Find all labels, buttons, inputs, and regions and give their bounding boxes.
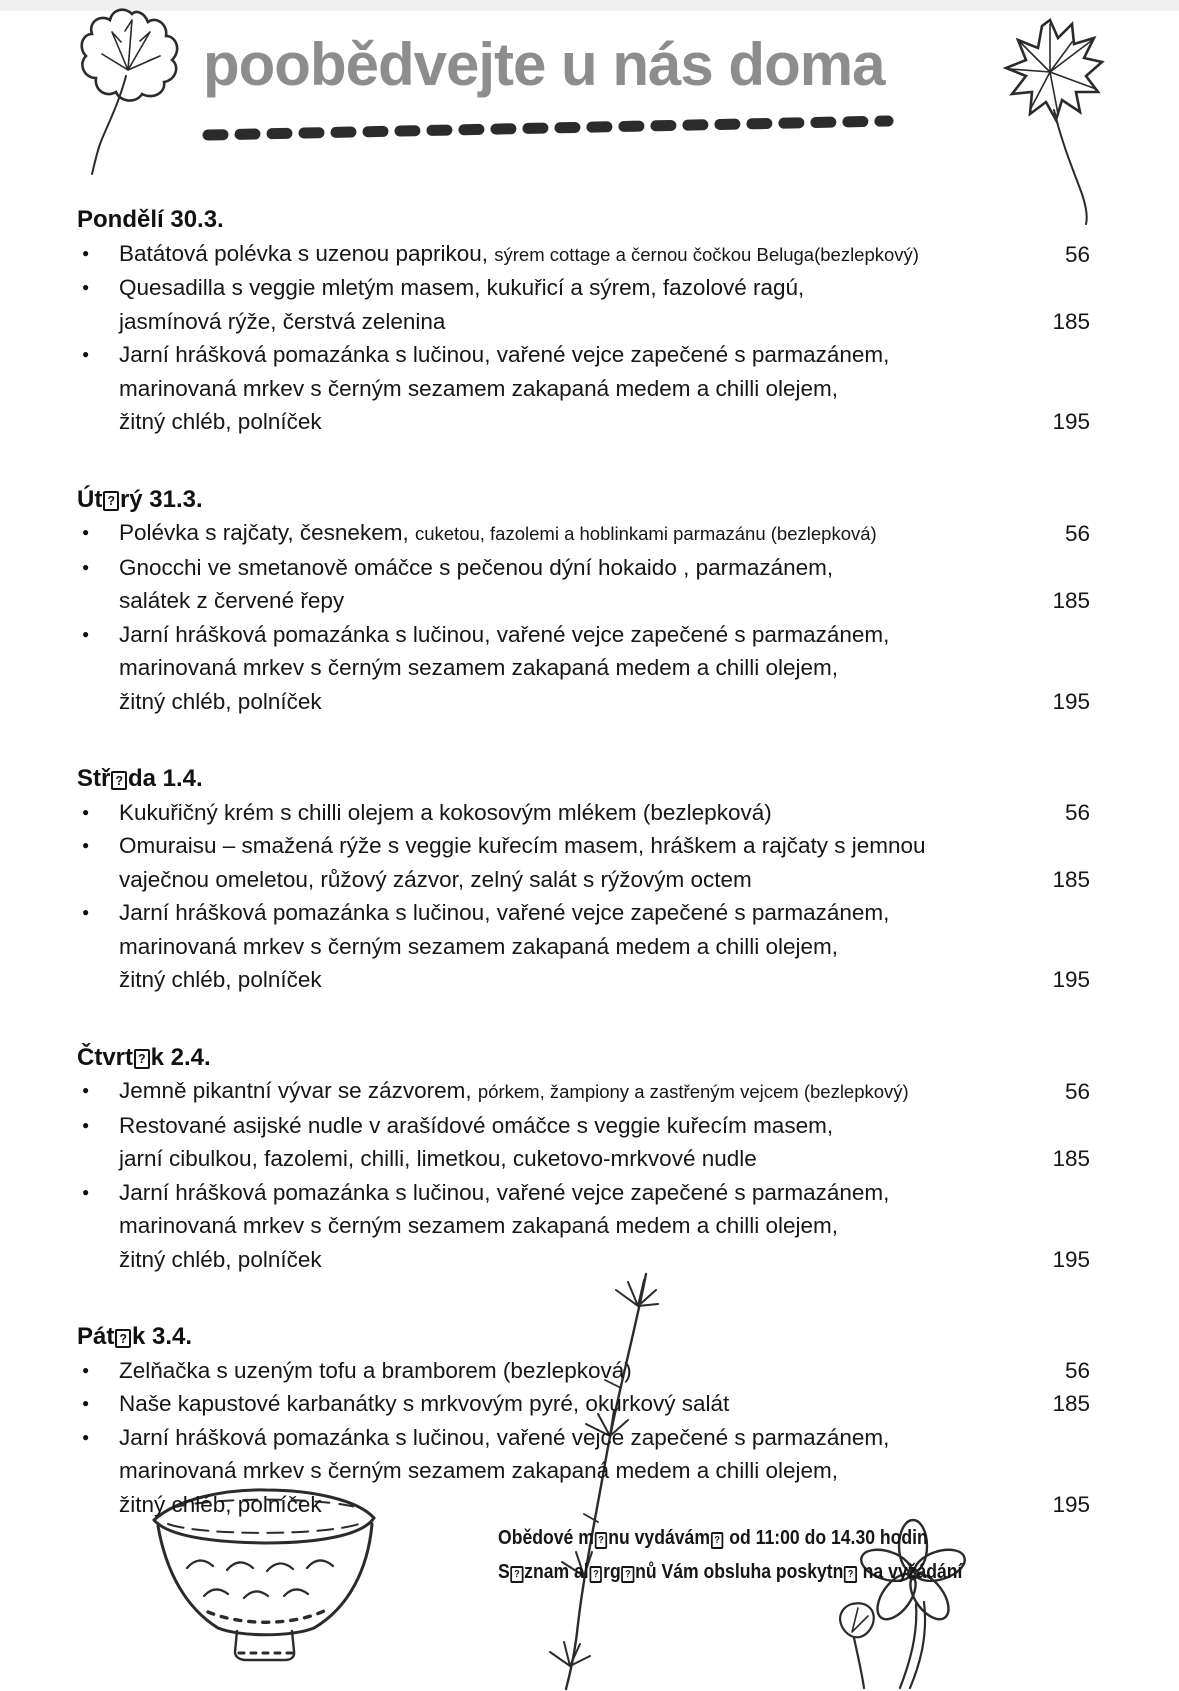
menu-item [77, 796, 1090, 830]
item-line: jarní cibulkou, fazolemi, chilli, limetkou, cuketovo-mrkvové nudle [119, 1146, 757, 1171]
item-line: Kukuřičný krém s chilli olejem a kokosovým mlékem (bezlepková) [119, 799, 772, 825]
item-price: 185 [1052, 588, 1090, 613]
bullet-icon: ● [82, 1396, 90, 1410]
item-price: 185 [1052, 1391, 1090, 1416]
bullet-icon: ● [82, 905, 90, 919]
item-line: marinovaná mrkev s černým sezamem zakapaná medem a chilli olejem, [119, 933, 839, 959]
menu-item [77, 829, 1090, 896]
item-line-small: pórkem, žampiony a zastřeným vejcem (bezlepkový) [477, 1081, 909, 1102]
bullet-icon: ● [82, 559, 90, 574]
menu-item-text [119, 338, 1032, 439]
day-section [77, 1320, 1090, 1521]
item-line: marinovaná mrkev s černým sezamem zakapaná medem a chilli olejem, [119, 375, 839, 401]
item-price: 185 [1052, 866, 1090, 892]
bullet-icon: ● [82, 1117, 90, 1132]
menu-item-text [119, 829, 1032, 896]
item-line: Jarní hrášková pomazánka s lučinou, vařené vejce zapečené s parmazánem, [119, 1179, 890, 1205]
menu-item [77, 338, 1090, 439]
item-line: salátek z červené řepy [119, 588, 345, 613]
maple-leaf-icon [998, 14, 1110, 226]
item-line: Quesadilla s veggie mletým masem, kukuřicí a sýrem, fazolové ragú, [119, 275, 805, 300]
item-price: 56 [1064, 799, 1090, 825]
item-line: Jarní hrášková pomazánka s lučinou, vařené vejce zapečené s parmazánem, [119, 1424, 890, 1450]
menu-item-text [119, 1387, 1032, 1421]
footer-note-allergens: S ? znam al ? rg ? nů Vám obsluha poskytn ? na vyžádání [498, 1561, 963, 1583]
footer-note-hours: Obědové m ? nu vydávám ? od 11:00 do 14.30 hodin [498, 1527, 928, 1549]
item-line: žitný chléb, polníček [119, 1246, 322, 1272]
menu-item-text [119, 618, 1032, 719]
item-line: žitný chléb, polníček [119, 967, 322, 992]
item-line [119, 516, 1032, 551]
item-line-lead: Jemně pikantní vývar se zázvorem, [119, 1078, 472, 1103]
geranium-leaf-icon [72, 4, 190, 180]
menu-item-text [119, 271, 1032, 338]
item-line: Jarní hrášková pomazánka s lučinou, vařené vejce zapečené s parmazánem, [119, 900, 890, 925]
item-line: marinovaná mrkev s černým sezamem zakapaná medem a chilli olejem, [119, 1458, 839, 1483]
menu-item-text [119, 1109, 1032, 1176]
day-heading: Čtvrt ? k 2.4. [77, 1043, 211, 1071]
item-price: 195 [1052, 409, 1090, 434]
item-price: 56 [1064, 521, 1090, 546]
bullet-icon: ● [82, 626, 90, 641]
day-heading: Pondělí 30.3. [77, 206, 224, 233]
footer-notes [498, 1521, 962, 1589]
item-line: Naše kapustové karbanátky s mrkvovým pyré, okurkový salát [119, 1391, 730, 1416]
item-line: žitný chléb, polníček [119, 409, 322, 434]
menu-item-text [119, 1354, 1032, 1388]
bullet-icon: ● [82, 838, 90, 852]
item-price: 185 [1052, 308, 1090, 334]
day-section [77, 762, 1090, 997]
day-section [77, 203, 1090, 439]
item-price: 56 [1064, 241, 1090, 267]
menu-sections [77, 203, 1090, 1565]
menu-item [77, 1387, 1090, 1421]
bullet-icon: ● [82, 1362, 90, 1377]
bullet-icon: ● [82, 1083, 90, 1097]
item-line: Jarní hrášková pomazánka s lučinou, vařené vejce zapečené s parmazánem, [119, 621, 890, 647]
menu-item [77, 1176, 1090, 1277]
menu-item [77, 1421, 1090, 1522]
top-strip [0, 0, 1179, 11]
item-line: Jarní hrášková pomazánka s lučinou, vařené vejce zapečené s parmazánem, [119, 342, 890, 367]
day-section [77, 1041, 1090, 1277]
dashed-divider [200, 112, 900, 144]
day-section [77, 483, 1090, 719]
item-price: 185 [1052, 1146, 1090, 1171]
item-price: 195 [1052, 1246, 1090, 1272]
menu-item-text [119, 1176, 1032, 1277]
menu-item-text [119, 896, 1032, 997]
bullet-icon: ● [82, 804, 90, 819]
item-line: Gnocchi ve smetanově omáčce s pečenou dýní hokaido , parmazánem, [119, 554, 834, 580]
menu-item-text [119, 516, 1032, 551]
day-heading: Stř ? da 1.4. [77, 765, 203, 792]
item-line: marinovaná mrkev s černým sezamem zakapaná medem a chilli olejem, [119, 655, 839, 680]
bullet-icon: ● [82, 1184, 90, 1199]
menu-item-text [119, 551, 1032, 618]
menu-item [77, 896, 1090, 997]
item-line: jasmínová rýže, čerstvá zelenina [119, 308, 446, 334]
menu-item [77, 516, 1090, 551]
item-line-small: sýrem cottage a černou čočkou Beluga(bezlepkový) [494, 243, 919, 265]
item-line: žitný chléb, polníček [119, 1491, 322, 1517]
item-line-lead: Batátová polévka s uzenou paprikou, [119, 240, 488, 266]
item-line-lead: Polévka s rajčaty, česnekem, [119, 520, 409, 545]
item-price: 195 [1052, 1491, 1090, 1517]
bullet-icon: ● [82, 245, 90, 260]
bullet-icon: ● [82, 1429, 90, 1444]
menu-item-text [119, 1421, 1032, 1522]
menu-item-text [119, 237, 1032, 272]
item-price: 56 [1064, 1079, 1090, 1104]
menu-item-text [119, 1074, 1032, 1109]
item-line: žitný chléb, polníček [119, 688, 322, 714]
day-heading: Pát ? k 3.4. [77, 1323, 193, 1350]
item-line: marinovaná mrkev s černým sezamem zakapaná medem a chilli olejem, [119, 1213, 839, 1238]
bullet-icon: ● [82, 347, 90, 361]
item-line: vaječnou omeletou, růžový zázvor, zelný salát s rýžovým octem [119, 866, 752, 892]
bullet-icon: ● [82, 525, 90, 539]
page-title: poobědvejte u nás doma [203, 31, 885, 98]
item-price: 56 [1064, 1357, 1090, 1383]
menu-item [77, 1109, 1090, 1176]
day-heading: Út ? rý 31.3. [77, 485, 203, 513]
item-line [119, 1074, 1032, 1109]
item-line: Zelňačka s uzeným tofu a bramborem (bezlepková) [119, 1357, 632, 1383]
menu-item [77, 551, 1090, 618]
item-line: Restované asijské nudle v arašídové omáčce s veggie kuřecím masem, [119, 1112, 834, 1138]
menu-item [77, 618, 1090, 719]
menu-item-text [119, 796, 1032, 830]
item-line-small: cuketou, fazolemi a hoblinkami parmazánu (bezlepková) [414, 523, 877, 544]
item-line: Omuraisu – smažená rýže s veggie kuřecím masem, hráškem a rajčaty s jemnou [119, 833, 926, 858]
menu-item [77, 237, 1090, 272]
item-price: 195 [1052, 688, 1090, 714]
menu-item [77, 271, 1090, 338]
menu-item [77, 1354, 1090, 1388]
item-line [119, 237, 1032, 272]
bullet-icon: ● [82, 280, 90, 294]
menu-item [77, 1074, 1090, 1109]
item-price: 195 [1052, 967, 1090, 992]
